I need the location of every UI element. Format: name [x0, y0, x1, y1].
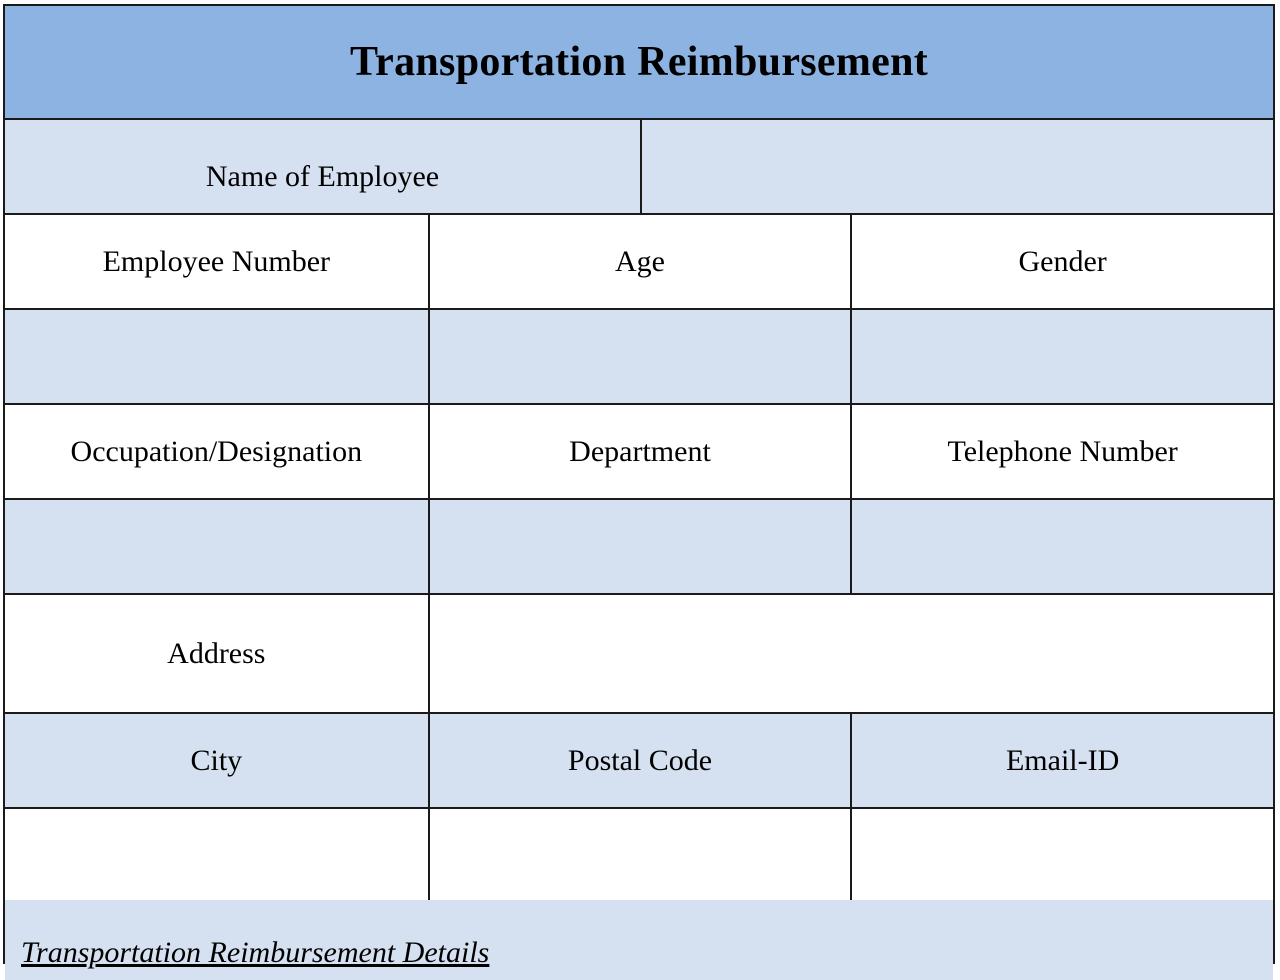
- reimbursement-form: [3, 4, 1275, 969]
- employee-number-label: Employee Number: [102, 244, 331, 278]
- form-header-row: [5, 6, 1273, 120]
- employee-info-label-row: [5, 215, 1273, 310]
- email-field[interactable]: [850, 809, 1273, 902]
- city-field[interactable]: [5, 809, 428, 902]
- telephone-field[interactable]: [850, 500, 1273, 593]
- details-heading: Transportation Reimbursement Details: [21, 936, 490, 969]
- name-of-employee-label: Name of Employee: [205, 159, 440, 193]
- postal-code-label: Postal Code: [428, 714, 851, 807]
- location-label-row: [5, 714, 1273, 809]
- gender-field[interactable]: [850, 310, 1273, 403]
- gender-label: Gender: [850, 215, 1273, 308]
- employee-number-field[interactable]: [5, 310, 428, 403]
- name-of-employee-field[interactable]: [640, 120, 1273, 213]
- department-field[interactable]: [428, 500, 851, 593]
- location-input-row: [5, 809, 1273, 904]
- name-row: [5, 120, 1273, 215]
- job-info-label-row: [5, 405, 1273, 500]
- postal-code-field[interactable]: [428, 809, 851, 902]
- form-title: Transportation Reimbursement: [5, 6, 1273, 118]
- address-field[interactable]: [428, 595, 1273, 712]
- department-label: Department: [428, 405, 851, 498]
- age-label: Age: [428, 215, 851, 308]
- telephone-label: Telephone Number: [850, 405, 1273, 498]
- city-label: City: [190, 743, 243, 777]
- address-row: [5, 595, 1273, 714]
- occupation-label: Occupation/Designation: [70, 434, 363, 468]
- occupation-field[interactable]: [5, 500, 428, 593]
- address-label: Address: [167, 636, 266, 670]
- details-section: [5, 900, 1273, 980]
- job-info-input-row: [5, 500, 1273, 595]
- employee-info-input-row: [5, 310, 1273, 405]
- email-label: Email-ID: [850, 714, 1273, 807]
- age-field[interactable]: [428, 310, 851, 403]
